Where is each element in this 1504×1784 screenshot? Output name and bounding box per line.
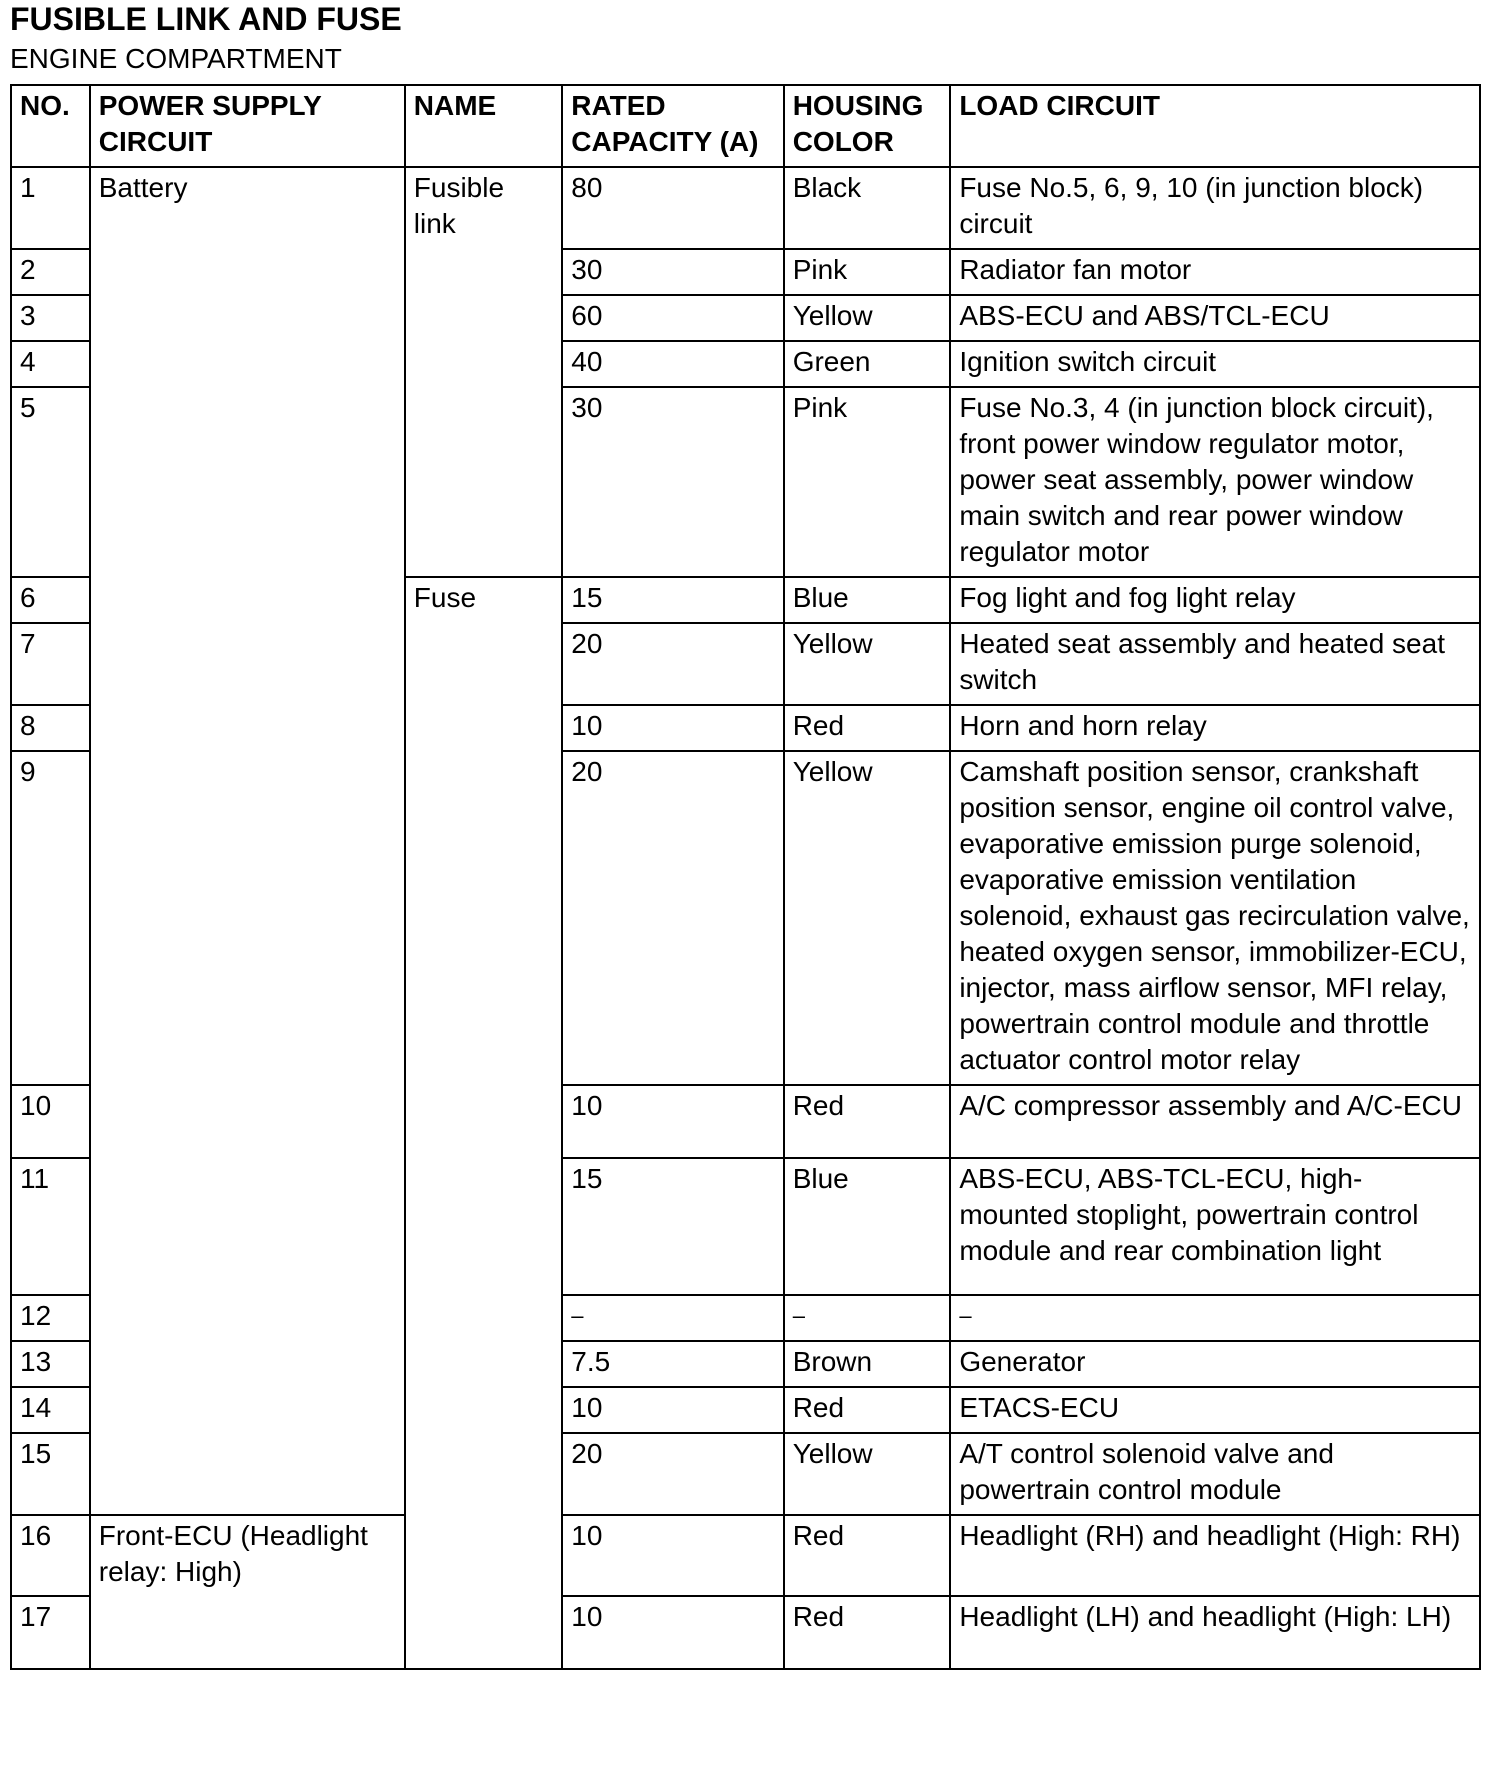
header-power-supply: POWER SUPPLY CIRCUIT	[90, 85, 405, 167]
cell-power-supply-continued	[90, 1158, 405, 1295]
cell-rated-capacity: 7.5	[562, 1341, 783, 1387]
cell-load-circuit: Camshaft position sensor, crankshaft position sensor, engine oil control valve, evaporative emission purge solenoid, evaporative emission ventilation solenoid, exhaust gas recirculation valve, heated oxygen sensor, immobilizer-ECU, injector, mass airflow sensor, MFI relay, powertrain control module and throttle actuator control motor relay	[950, 751, 1480, 1085]
cell-power-supply-continued	[90, 1085, 405, 1158]
cell-load-circuit: Heated seat assembly and heated seat switch	[950, 623, 1480, 705]
table-row	[11, 387, 1480, 577]
header-no: NO.	[11, 85, 90, 167]
cell-power-supply-continued	[90, 1387, 405, 1433]
table-row	[11, 623, 1480, 705]
cell-power-supply-continued	[90, 577, 405, 623]
cell-name-continued	[405, 1387, 563, 1433]
cell-name-continued	[405, 387, 563, 577]
cell-name-continued	[405, 705, 563, 751]
header-load-circuit: LOAD CIRCUIT	[950, 85, 1480, 167]
cell-name-continued	[405, 249, 563, 295]
cell-power-supply-continued	[90, 1433, 405, 1515]
cell-load-circuit: ABS-ECU and ABS/TCL-ECU	[950, 295, 1480, 341]
cell-power-supply-continued	[90, 623, 405, 705]
cell-name-continued	[405, 1433, 563, 1515]
table-row	[11, 577, 1480, 623]
header-name: NAME	[405, 85, 563, 167]
cell-housing-color: Pink	[784, 249, 951, 295]
table-body	[11, 167, 1480, 1669]
cell-housing-color: Green	[784, 341, 951, 387]
cell-name-continued	[405, 1295, 563, 1341]
cell-load-circuit: Ignition switch circuit	[950, 341, 1480, 387]
cell-load-circuit: Headlight (LH) and headlight (High: LH)	[950, 1596, 1480, 1669]
cell-name-continued	[405, 1596, 563, 1669]
cell-power-supply-continued	[90, 295, 405, 341]
cell-name-continued	[405, 1158, 563, 1295]
fuse-table	[10, 84, 1481, 1670]
cell-housing-color: Blue	[784, 1158, 951, 1295]
cell-load-circuit: Generator	[950, 1341, 1480, 1387]
cell-load-circuit: –	[950, 1295, 1480, 1341]
table-header-row	[11, 85, 1480, 167]
cell-load-circuit: ETACS-ECU	[950, 1387, 1480, 1433]
cell-power-supply-continued	[90, 249, 405, 295]
cell-power-supply: Battery	[90, 167, 405, 249]
cell-load-circuit: ABS-ECU, ABS-TCL-ECU, high-mounted stoplight, powertrain control module and rear combination light	[950, 1158, 1480, 1295]
cell-rated-capacity: 20	[562, 1433, 783, 1515]
table-row	[11, 1341, 1480, 1387]
cell-housing-color: Yellow	[784, 623, 951, 705]
table-row	[11, 167, 1480, 249]
cell-housing-color: Black	[784, 167, 951, 249]
cell-no: 17	[11, 1596, 90, 1669]
cell-no: 11	[11, 1158, 90, 1295]
table-row	[11, 1387, 1480, 1433]
cell-rated-capacity: 10	[562, 1515, 783, 1596]
cell-load-circuit: Headlight (RH) and headlight (High: RH)	[950, 1515, 1480, 1596]
cell-load-circuit: Fuse No.3, 4 (in junction block circuit), front power window regulator motor, power seat assembly, power window main switch and rear power window regulator motor	[950, 387, 1480, 577]
cell-name-continued	[405, 1515, 563, 1596]
header-housing-color: HOUSING COLOR	[784, 85, 951, 167]
cell-no: 9	[11, 751, 90, 1085]
cell-name-continued	[405, 1085, 563, 1158]
cell-rated-capacity: 80	[562, 167, 783, 249]
cell-load-circuit: A/C compressor assembly and A/C-ECU	[950, 1085, 1480, 1158]
cell-housing-color: Red	[784, 1515, 951, 1596]
cell-rated-capacity: 20	[562, 623, 783, 705]
cell-housing-color: Red	[784, 1596, 951, 1669]
table-row	[11, 1433, 1480, 1515]
cell-power-supply-continued	[90, 1596, 405, 1669]
cell-power-supply: Front-ECU (Headlight relay: High)	[90, 1515, 405, 1596]
cell-housing-color: Yellow	[784, 751, 951, 1085]
cell-rated-capacity: 10	[562, 1387, 783, 1433]
table-row	[11, 705, 1480, 751]
cell-no: 2	[11, 249, 90, 295]
table-row	[11, 1295, 1480, 1341]
cell-load-circuit: Fog light and fog light relay	[950, 577, 1480, 623]
cell-housing-color: Red	[784, 1387, 951, 1433]
cell-power-supply-continued	[90, 751, 405, 1085]
table-row	[11, 1085, 1480, 1158]
table-row	[11, 295, 1480, 341]
cell-power-supply-continued	[90, 705, 405, 751]
cell-load-circuit: Horn and horn relay	[950, 705, 1480, 751]
table-row	[11, 1158, 1480, 1295]
cell-housing-color: Pink	[784, 387, 951, 577]
cell-no: 7	[11, 623, 90, 705]
cell-housing-color: Yellow	[784, 1433, 951, 1515]
cell-no: 1	[11, 167, 90, 249]
cell-housing-color: Blue	[784, 577, 951, 623]
cell-no: 5	[11, 387, 90, 577]
cell-rated-capacity: 10	[562, 705, 783, 751]
cell-power-supply-continued	[90, 1341, 405, 1387]
cell-power-supply-continued	[90, 387, 405, 577]
cell-load-circuit: Fuse No.5, 6, 9, 10 (in junction block) circuit	[950, 167, 1480, 249]
table-row	[11, 751, 1480, 1085]
cell-no: 14	[11, 1387, 90, 1433]
cell-no: 15	[11, 1433, 90, 1515]
cell-name-continued	[405, 295, 563, 341]
table-row	[11, 249, 1480, 295]
cell-housing-color: Yellow	[784, 295, 951, 341]
cell-power-supply-continued	[90, 341, 405, 387]
cell-power-supply-continued	[90, 1295, 405, 1341]
cell-rated-capacity: 60	[562, 295, 783, 341]
cell-rated-capacity: 15	[562, 1158, 783, 1295]
table-row	[11, 1596, 1480, 1669]
cell-housing-color: Brown	[784, 1341, 951, 1387]
cell-name: Fuse	[405, 577, 563, 623]
header-rated-capacity: RATED CAPACITY (A)	[562, 85, 783, 167]
cell-no: 10	[11, 1085, 90, 1158]
cell-rated-capacity: 10	[562, 1596, 783, 1669]
cell-housing-color: –	[784, 1295, 951, 1341]
cell-no: 6	[11, 577, 90, 623]
cell-rated-capacity: –	[562, 1295, 783, 1341]
cell-load-circuit: Radiator fan motor	[950, 249, 1480, 295]
cell-no: 8	[11, 705, 90, 751]
table-row	[11, 1515, 1480, 1596]
cell-load-circuit: A/T control solenoid valve and powertrain control module	[950, 1433, 1480, 1515]
cell-no: 4	[11, 341, 90, 387]
cell-rated-capacity: 20	[562, 751, 783, 1085]
cell-rated-capacity: 15	[562, 577, 783, 623]
cell-housing-color: Red	[784, 1085, 951, 1158]
cell-rated-capacity: 30	[562, 249, 783, 295]
document-title: FUSIBLE LINK AND FUSE	[10, 1, 402, 37]
cell-name: Fusible link	[405, 167, 563, 249]
cell-name-continued	[405, 623, 563, 705]
cell-no: 3	[11, 295, 90, 341]
cell-no: 16	[11, 1515, 90, 1596]
document-subtitle: ENGINE COMPARTMENT	[10, 43, 342, 74]
table-row	[11, 341, 1480, 387]
cell-name-continued	[405, 1341, 563, 1387]
cell-no: 13	[11, 1341, 90, 1387]
cell-rated-capacity: 30	[562, 387, 783, 577]
cell-housing-color: Red	[784, 705, 951, 751]
cell-rated-capacity: 10	[562, 1085, 783, 1158]
cell-name-continued	[405, 751, 563, 1085]
cell-no: 12	[11, 1295, 90, 1341]
cell-rated-capacity: 40	[562, 341, 783, 387]
cell-name-continued	[405, 341, 563, 387]
